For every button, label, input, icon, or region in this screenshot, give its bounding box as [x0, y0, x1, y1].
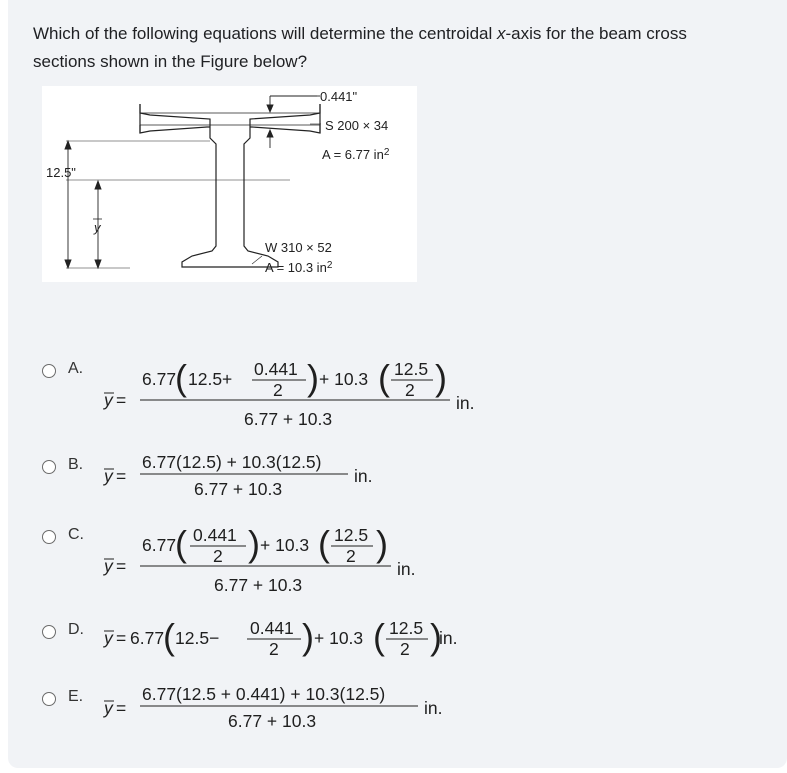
svg-text:y: y: [104, 556, 113, 576]
option-b-letter: B.: [68, 456, 84, 473]
svg-text:0.441: 0.441: [250, 618, 294, 638]
top-area-label: A = 6.77 $in^2$: [322, 147, 390, 162]
radio-option-e[interactable]: [42, 692, 56, 706]
svg-text:): ): [248, 523, 260, 564]
svg-text:6.77: 6.77: [142, 369, 177, 389]
svg-text:12.5: 12.5: [394, 359, 429, 379]
svg-text:(: (: [163, 616, 175, 657]
svg-text:in.: in.: [397, 559, 416, 579]
top-section-label: S 200 × 34: [325, 118, 389, 133]
option-a-equation: [102, 354, 502, 441]
svg-text:6.77 + 10.3: 6.77 + 10.3: [194, 479, 283, 499]
svg-text:2: 2: [269, 639, 279, 659]
svg-text:12.5−: 12.5−: [175, 628, 220, 648]
svg-text:6.77: 6.77: [130, 628, 165, 648]
svg-text:2: 2: [346, 546, 356, 566]
question-text: Which of the following equations will determine the centroidal x-axis for the beam cross sections shown in the Figure below?: [33, 24, 687, 71]
svg-text:6.77(12.5) + 10.3(12.5): 6.77(12.5) + 10.3(12.5): [142, 452, 322, 472]
svg-text:6.77 + 10.3: 6.77 + 10.3: [244, 409, 333, 429]
svg-text:2: 2: [213, 546, 223, 566]
svg-text:(: (: [318, 523, 330, 564]
svg-text:y: y: [104, 466, 113, 486]
svg-text:0.441: 0.441: [193, 525, 237, 545]
svg-text:2: 2: [273, 380, 283, 400]
option-e-equation: [102, 684, 482, 745]
radio-option-d[interactable]: [42, 625, 56, 639]
radio-option-c[interactable]: [42, 530, 56, 544]
bottom-area-label: A = 10.3 $in^2$: [265, 260, 333, 275]
ybar-label: y: [94, 220, 101, 235]
svg-text:): ): [307, 357, 319, 398]
svg-text:): ): [430, 616, 442, 657]
svg-text:(: (: [373, 616, 385, 657]
svg-text:(: (: [175, 523, 187, 564]
svg-text:y: y: [104, 390, 113, 410]
svg-text:6.77(12.5 + 0.441) + 10.3(12.5: 6.77(12.5 + 0.441) + 10.3(12.5): [142, 684, 386, 704]
svg-text:=: =: [116, 628, 127, 648]
svg-text:=: =: [116, 466, 127, 486]
radio-option-a[interactable]: [42, 364, 56, 378]
svg-text:y: y: [104, 628, 113, 648]
radio-option-b[interactable]: [42, 460, 56, 474]
svg-text:6.77 + 10.3: 6.77 + 10.3: [228, 711, 317, 731]
svg-text:in.: in.: [439, 628, 458, 648]
option-c-letter: C.: [68, 526, 84, 543]
svg-text:): ): [376, 523, 388, 564]
svg-text:0.441: 0.441: [254, 359, 298, 379]
option-d-equation: [102, 611, 482, 672]
svg-text:(: (: [378, 357, 390, 398]
option-b-equation: [102, 452, 402, 513]
svg-text:6.77: 6.77: [142, 535, 177, 555]
svg-text:): ): [435, 357, 447, 398]
svg-text:+ 10.3: + 10.3: [319, 369, 369, 389]
top-thickness-label: 0.441": [320, 89, 358, 104]
option-a-letter: A.: [68, 360, 84, 377]
svg-text:(: (: [175, 357, 187, 398]
svg-text:y: y: [104, 698, 113, 718]
svg-text:2: 2: [405, 380, 415, 400]
option-d-letter: D.: [68, 621, 84, 638]
svg-text:12.5+: 12.5+: [188, 369, 233, 389]
svg-text:in.: in.: [424, 698, 443, 718]
svg-text:6.77 + 10.3: 6.77 + 10.3: [214, 575, 303, 595]
svg-text:=: =: [116, 556, 127, 576]
svg-text:+ 10.3: + 10.3: [314, 628, 364, 648]
svg-text:12.5: 12.5: [334, 525, 369, 545]
beam-diagram: [42, 86, 417, 282]
option-c-equation: [102, 520, 432, 607]
svg-text:2: 2: [400, 639, 410, 659]
bottom-section-label: W 310 × 52: [265, 240, 332, 255]
svg-text:+ 10.3: + 10.3: [260, 535, 310, 555]
svg-text:12.5: 12.5: [389, 618, 424, 638]
svg-text:=: =: [116, 698, 127, 718]
svg-text:): ): [302, 616, 314, 657]
svg-text:in.: in.: [354, 466, 373, 486]
height-label: 12.5": [46, 165, 76, 180]
beam-cross-section-figure: [42, 86, 417, 282]
option-e-letter: E.: [68, 688, 84, 705]
svg-text:=: =: [116, 390, 127, 410]
svg-text:in.: in.: [456, 393, 475, 413]
